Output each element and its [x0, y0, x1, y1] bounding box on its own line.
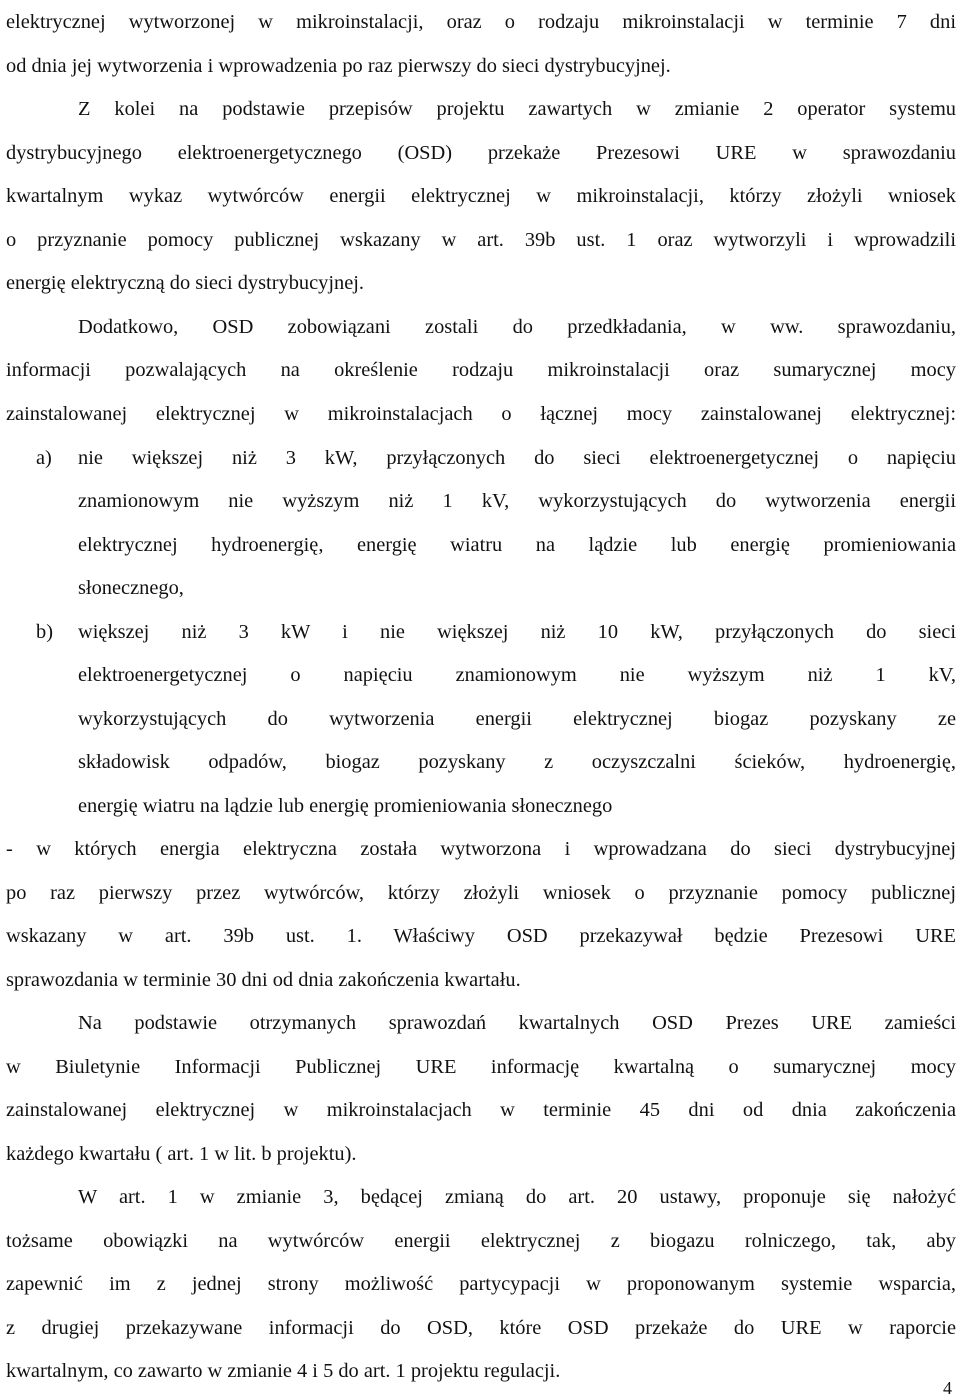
list-marker-a: a) — [36, 447, 52, 469]
list-item-line: energię wiatru na lądzie lub energię promieniowania słonecznego — [78, 795, 613, 817]
text-line: elektrycznej wytworzonej w mikroinstalacji, oraz o rodzaju mikroinstalacji w terminie 7 dni — [6, 11, 956, 33]
list-marker-b: b) — [36, 621, 53, 643]
text-line: zapewnić im z jednej strony możliwość partycypacji w proponowanym systemie wsparcia, — [6, 1273, 956, 1295]
text-line: kwartalnym, co zawarto w zmianie 4 i 5 do art. 1 projektu regulacji. — [6, 1360, 561, 1382]
paragraph-first-line: Na podstawie otrzymanych sprawozdań kwartalnych OSD Prezes URE zamieści — [78, 1012, 956, 1034]
text-line: - w których energia elektryczna została wytworzona i wprowadzana do sieci dystrybucyjnej — [6, 838, 956, 860]
text-line: wskazany w art. 39b ust. 1. Właściwy OSD przekazywał będzie Prezesowi URE — [6, 925, 956, 947]
text-line: dystrybucyjnego elektroenergetycznego (OSD) przekaże Prezesowi URE w sprawozdaniu — [6, 142, 956, 164]
text-line: od dnia jej wytworzenia i wprowadzenia po raz pierwszy do sieci dystrybucyjnej. — [6, 55, 671, 77]
text-line: w Biuletynie Informacji Publicznej URE informację kwartalną o sumarycznej mocy — [6, 1056, 956, 1078]
paragraph-first-line: W art. 1 w zmianie 3, będącej zmianą do art. 20 ustawy, proponuje się nałożyć — [78, 1186, 956, 1208]
paragraph-first-line: Z kolei na podstawie przepisów projektu zawartych w zmianie 2 operator systemu — [78, 98, 956, 120]
list-item-line: elektrycznej hydroenergię, energię wiatru na lądzie lub energię promieniowania — [78, 534, 956, 556]
list-item-line: nie większej niż 3 kW, przyłączonych do sieci elektroenergetycznej o napięciu — [78, 447, 956, 469]
text-line: energię elektryczną do sieci dystrybucyjnej. — [6, 272, 365, 294]
text-line: informacji pozwalających na określenie rodzaju mikroinstalacji oraz sumarycznej mocy — [6, 359, 956, 381]
list-item-line: składowisk odpadów, biogaz pozyskany z oczyszczalni ścieków, hydroenergię, — [78, 751, 956, 773]
text-line: każdego kwartału ( art. 1 w lit. b projektu). — [6, 1143, 357, 1165]
text-line: zainstalowanej elektrycznej w mikroinstalacjach o łącznej mocy zainstalowanej elektrycznej: — [6, 403, 956, 425]
paragraph-first-line: Dodatkowo, OSD zobowiązani zostali do przedkładania, w ww. sprawozdaniu, — [78, 316, 956, 338]
list-item-line: elektroenergetycznej o napięciu znamionowym nie wyższym niż 1 kV, — [78, 664, 956, 686]
list-item-line: wykorzystujących do wytworzenia energii elektrycznej biogaz pozyskany ze — [78, 708, 956, 730]
text-line: sprawozdania w terminie 30 dni od dnia zakończenia kwartału. — [6, 969, 521, 991]
text-line: zainstalowanej elektrycznej w mikroinstalacjach w terminie 45 dni od dnia zakończenia — [6, 1099, 956, 1121]
text-line: o przyznanie pomocy publicznej wskazany w art. 39b ust. 1 oraz wytworzyli i wprowadzili — [6, 229, 956, 251]
text-line: tożsame obowiązki na wytwórców energii elektrycznej z biogazu rolniczego, tak, aby — [6, 1230, 956, 1252]
text-line: z drugiej przekazywane informacji do OSD, które OSD przekaże do URE w raporcie — [6, 1317, 956, 1339]
list-item-line: słonecznego, — [78, 577, 184, 599]
list-item-line: większej niż 3 kW i nie większej niż 10 kW, przyłączonych do sieci — [78, 621, 956, 643]
page-number: 4 — [943, 1378, 952, 1398]
text-line: po raz pierwszy przez wytwórców, którzy złożyli wniosek o przyznanie pomocy publicznej — [6, 882, 956, 904]
list-item-line: znamionowym nie wyższym niż 1 kV, wykorzystujących do wytworzenia energii — [78, 490, 956, 512]
text-line: kwartalnym wykaz wytwórców energii elektrycznej w mikroinstalacji, którzy złożyli wniosek — [6, 185, 956, 207]
